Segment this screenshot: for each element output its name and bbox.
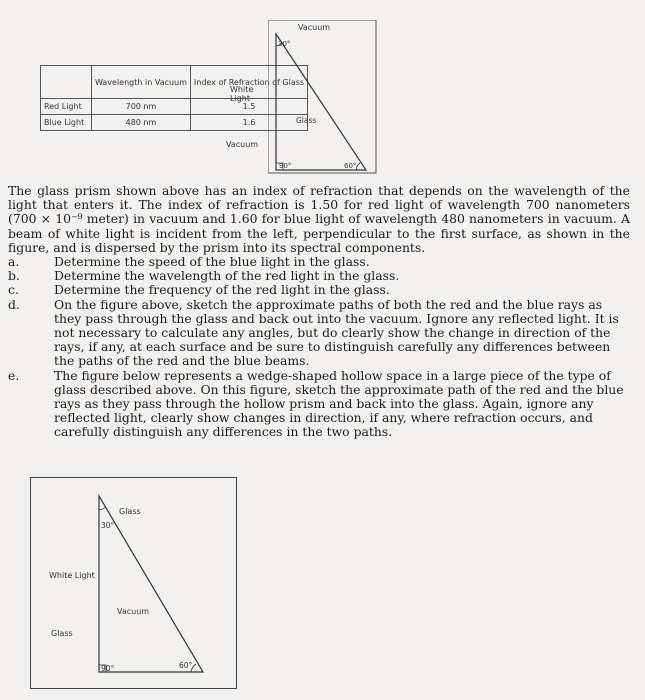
angle-bottom-right-label: 60° — [344, 162, 357, 170]
part-text: Determine the frequency of the red light in the glass. — [54, 282, 390, 298]
glass-label: Glass — [296, 116, 317, 125]
table-cell: 1.6 — [190, 115, 307, 131]
question-part-a — [8, 255, 630, 269]
table-header-cell: Wavelength in Vacuum — [92, 66, 191, 99]
angle-top-label: 30° — [101, 521, 115, 530]
prism-triangle — [276, 34, 366, 170]
part-text: Determine the wavelength of the red light in the glass. — [54, 268, 400, 284]
glass-left-label: Glass — [51, 629, 73, 638]
vacuum-label: Vacuum — [117, 607, 150, 616]
hollow-prism-figure — [30, 477, 237, 689]
white-light-label: White Light — [49, 571, 95, 580]
table-cell: 480 nm — [92, 115, 191, 131]
angle-arc-top — [99, 507, 106, 510]
part-letter: e. — [8, 367, 20, 383]
prism-diagram — [268, 20, 378, 175]
hollow-prism-diagram — [31, 478, 236, 688]
vacuum-top-label: Vacuum — [298, 23, 331, 32]
question-intro: The glass prism shown above has an index of refraction that depends on the wavelength of the light that enters it. The index of refraction is 1.50 for red light of wavelength 700 nanometers (700 × 10⁻⁹ meter) in vacuum and 1.60 for blue light of wavelength 480 nanometers in vacuum. A beam of white light is incident from the left, perpendicular to the first surface, as shown in the figure, and is dispersed by the prism into its spectral components. — [8, 183, 630, 255]
vacuum-label: Vacuum — [226, 140, 259, 149]
question-part-d — [8, 298, 630, 369]
part-letter: d. — [8, 296, 20, 312]
part-letter: a. — [8, 254, 20, 270]
table-header-cell: Index of Refraction of Glass — [190, 66, 307, 99]
part-text: The figure below represents a wedge-shaped hollow space in a large piece of the type of glass described above. On this figure, sketch the approximate path of the red and the blue rays as they pass through the hollow prism and back into the glass. Again, ignore any reflected light, clearly show changes in direction, if any, where refraction occurs, and carefully distinguish any differences in the two paths. — [54, 367, 624, 440]
glass-top-label: Glass — [119, 507, 141, 516]
question-part-b — [8, 269, 630, 283]
part-text: Determine the speed of the blue light in the glass. — [54, 254, 370, 270]
angle-top-label: 30° — [278, 40, 291, 48]
angle-bottom-left-label: 90° — [279, 162, 292, 170]
question-part-e — [8, 369, 630, 440]
part-letter: c. — [8, 282, 19, 298]
angle-arc-bottom — [356, 163, 360, 170]
part-letter: b. — [8, 268, 20, 284]
white-light-label: White Light — [230, 85, 254, 103]
table-cell: 1.5 — [190, 99, 307, 115]
table-header-cell — [41, 66, 92, 99]
hollow-prism-triangle — [99, 496, 203, 672]
angle-bottom-right-label: 60° — [179, 661, 193, 670]
question-part-c — [8, 283, 630, 297]
question-text — [8, 184, 630, 440]
part-text: On the figure above, sketch the approximate paths of both the red and the blue rays as they pass through the glass and back out into the vacuum. Ignore any reflected light. It is not necessary to calculate any angles, but do clearly show the change in direction of the rays, if any, at each surface and be sure to distinguish carefully any differences between the paths of the red and the blue beams. — [54, 296, 619, 369]
table-cell: Blue Light — [41, 115, 92, 131]
table-cell: Red Light — [41, 99, 92, 115]
table-cell: 700 nm — [92, 99, 191, 115]
angle-bottom-left-label: 90° — [101, 664, 115, 673]
